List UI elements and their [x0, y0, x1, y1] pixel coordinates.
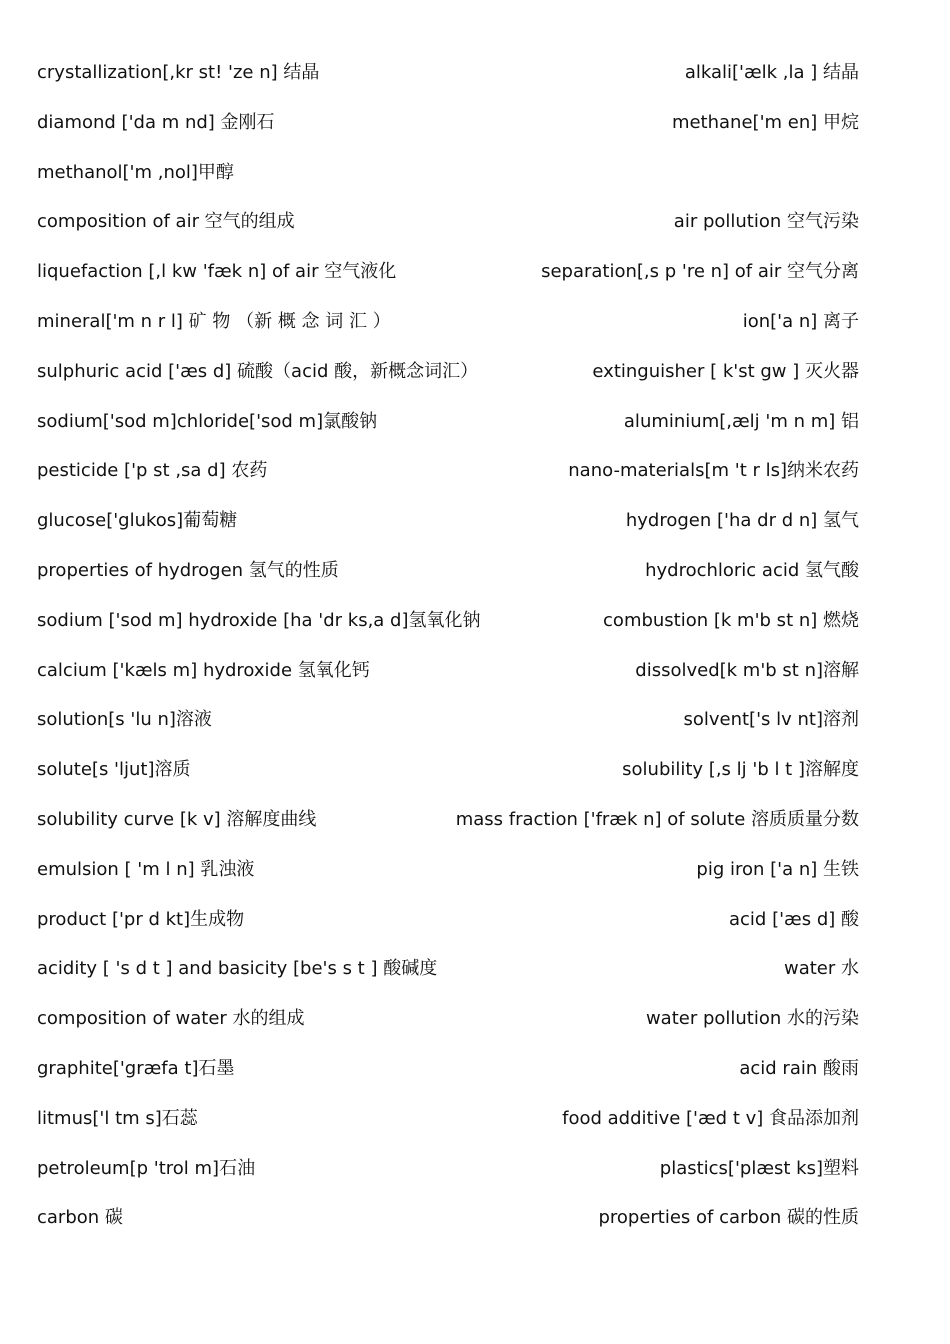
vocab-term-right: separation[,s p 're n] of air 空气分离	[541, 261, 859, 283]
vocab-term-right: water pollution 水的污染	[645, 1008, 859, 1030]
vocab-row	[37, 705, 859, 755]
vocab-row	[37, 108, 859, 158]
vocab-term-right: hydrochloric acid 氢气酸	[645, 559, 859, 581]
vocab-term-left: sodium ['sod m] hydroxide [ha 'dr ks,a d]氢氧化钠	[37, 609, 481, 631]
vocab-row	[37, 357, 859, 407]
vocab-term-right: alkali['ælk ,la ] 结晶	[684, 62, 859, 83]
vocab-term-left: carbon 碳	[37, 1207, 123, 1229]
vocab-term-left: methanol['m ,nol]甲醇	[37, 161, 234, 183]
vocab-row	[37, 606, 859, 656]
vocab-term-right: acid ['æs d] 酸	[729, 908, 859, 930]
vocab-term-right: methane['m en] 甲烷	[671, 111, 859, 133]
vocab-term-right: hydrogen ['ha dr d n] 氢气	[625, 510, 859, 532]
vocab-row	[37, 1104, 859, 1154]
vocab-row	[37, 755, 859, 805]
vocab-term-right: mass fraction ['fræk n] of solute 溶质质量分数	[455, 808, 859, 830]
vocab-term-right: nano-materials[m 't r ls]纳米农药	[568, 460, 859, 482]
vocab-row	[37, 58, 859, 108]
vocab-term-right: solvent['s lv nt]溶剂	[683, 709, 859, 731]
vocab-term-right: solubility [,s lj 'b l t ]溶解度	[622, 759, 859, 781]
vocab-row	[37, 1004, 859, 1054]
vocab-term-left: pesticide ['p st ,sa d] 农药	[37, 460, 268, 482]
vocab-row	[37, 257, 859, 307]
vocab-row	[37, 506, 859, 556]
vocab-term-left: product ['pr d kt]生成物	[37, 908, 245, 930]
vocab-term-right: air pollution 空气污染	[673, 211, 859, 233]
vocab-term-right: extinguisher [ k'st gw ] 灭火器	[592, 360, 859, 382]
vocab-row	[37, 905, 859, 955]
vocab-term-left: solution[s 'lu n]溶液	[37, 709, 212, 731]
vocab-term-left: graphite['græfa t]石墨	[37, 1057, 235, 1079]
vocab-row	[37, 158, 859, 208]
vocab-row	[37, 556, 859, 606]
vocab-term-left: solubility curve [k v] 溶解度曲线	[37, 808, 317, 830]
vocab-term-right: water 水	[783, 958, 859, 980]
vocab-term-left: litmus['l tm s]石蕊	[37, 1107, 198, 1129]
vocab-row	[37, 954, 859, 1004]
vocab-term-left: petroleum[p 'trol m]石油	[37, 1157, 256, 1179]
vocab-term-left: crystallization[,kr st! 'ze n] 结晶	[37, 62, 320, 83]
vocab-row	[37, 1154, 859, 1204]
vocab-row	[37, 407, 859, 457]
vocab-row	[37, 207, 859, 257]
vocab-row	[37, 1203, 859, 1253]
vocab-row	[37, 656, 859, 706]
vocab-term-left: emulsion [ 'm l n] 乳浊液	[37, 858, 255, 880]
vocab-term-right: plastics['plæst ks]塑料	[659, 1157, 859, 1179]
vocab-term-left: composition of water 水的组成	[37, 1008, 305, 1030]
vocab-term-right: pig iron ['a n] 生铁	[696, 858, 859, 880]
vocabulary-list	[37, 58, 859, 1253]
vocab-term-left: diamond ['da m nd] 金刚石	[37, 111, 275, 133]
vocab-term-right: dissolved[k m'b st n]溶解	[635, 659, 859, 681]
vocab-term-left: composition of air 空气的组成	[37, 211, 295, 233]
vocab-term-left: mineral['m n r l] 矿 物 （新 概 念 词 汇 ）	[37, 310, 391, 332]
vocab-term-right: acid rain 酸雨	[739, 1057, 859, 1079]
vocab-term-left: liquefaction [,l kw 'fæk n] of air 空气液化	[37, 261, 397, 283]
vocab-term-right: properties of carbon 碳的性质	[598, 1207, 859, 1229]
vocab-term-left: acidity [ 's d t ] and basicity [be's s t ] 酸碱度	[37, 958, 438, 980]
vocab-row	[37, 456, 859, 506]
vocab-term-right: aluminium[,ælj 'm n m] 铝	[623, 410, 859, 432]
vocab-term-left: sodium['sod m]chloride['sod m]氯酸钠	[37, 410, 378, 432]
vocab-term-left: calcium ['kæls m] hydroxide 氢氧化钙	[37, 659, 370, 681]
vocab-row	[37, 855, 859, 905]
vocab-row	[37, 805, 859, 855]
vocab-term-left: sulphuric acid ['æs d] 硫酸（acid 酸，新概念词汇）	[37, 360, 479, 382]
vocab-row	[37, 1054, 859, 1104]
vocab-row	[37, 307, 859, 357]
vocab-term-left: glucose['glukos]葡萄糖	[37, 510, 238, 532]
vocab-term-right: food additive ['æd t v] 食品添加剂	[562, 1107, 859, 1129]
vocab-term-right: ion['a n] 离子	[742, 310, 859, 332]
vocab-term-left: properties of hydrogen 氢气的性质	[37, 559, 339, 581]
vocab-term-left: solute[s 'ljut]溶质	[37, 759, 191, 781]
vocab-term-right: combustion [k m'b st n] 燃烧	[603, 609, 859, 631]
